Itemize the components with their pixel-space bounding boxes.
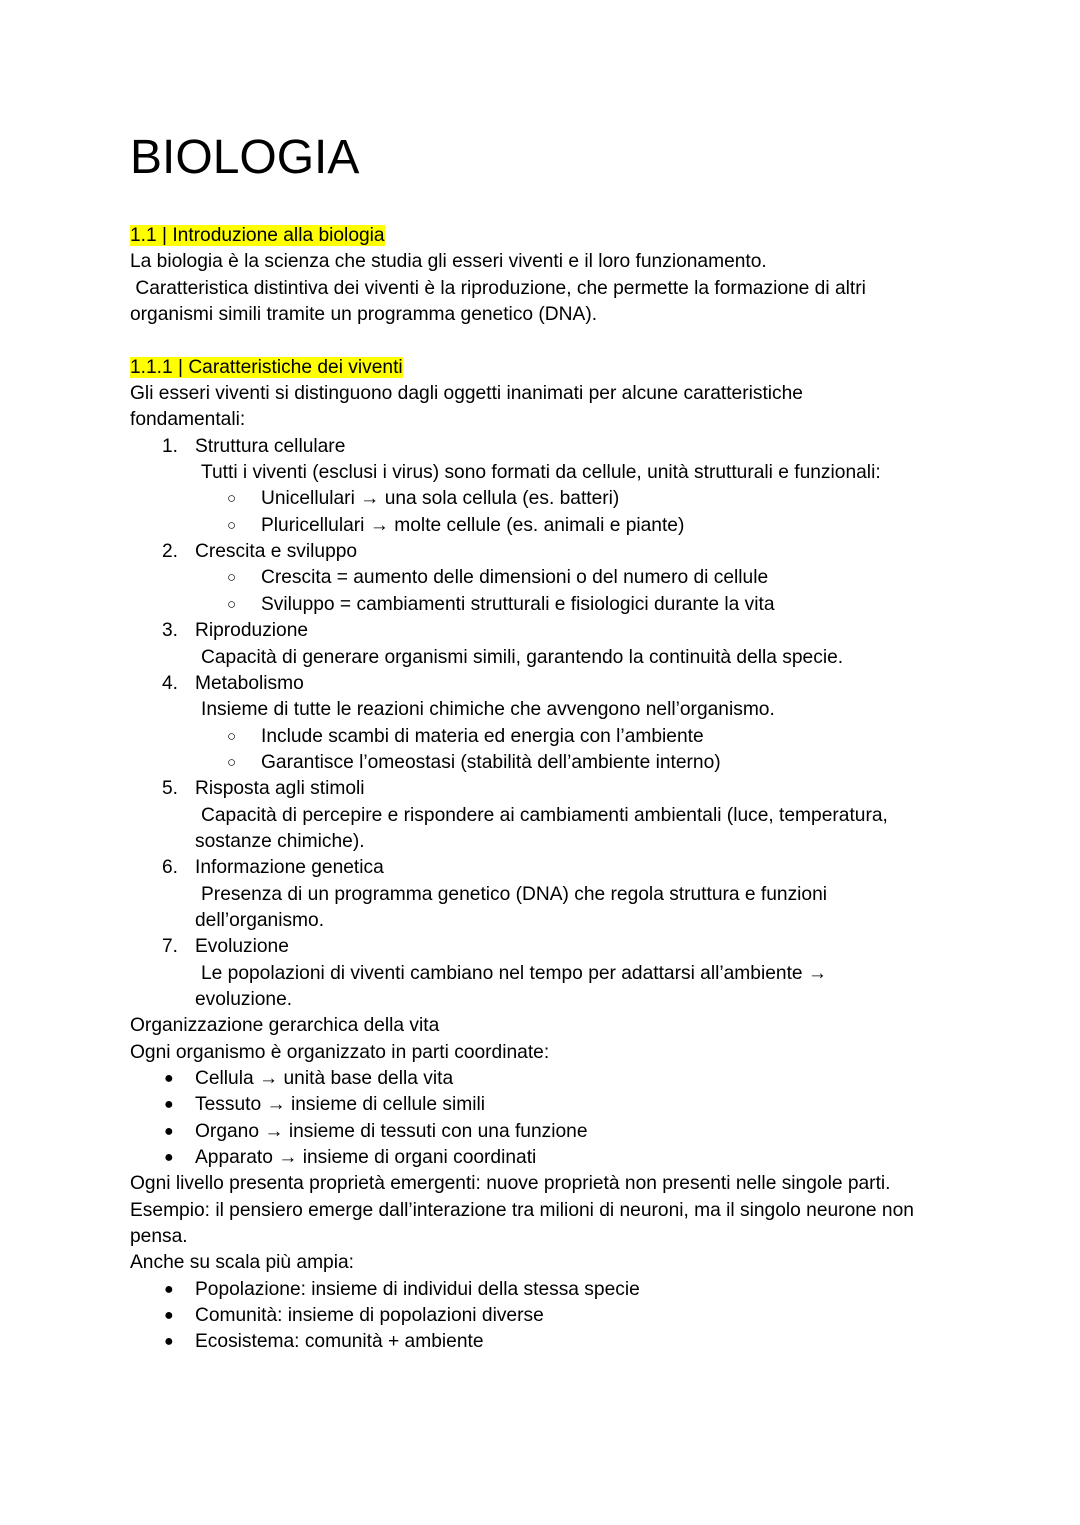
bullet-item: [130, 1092, 960, 1118]
bullet-item-text: Apparato → insieme di organi coordinati: [195, 1147, 537, 1169]
paragraph: organismi simili tramite un programma genetico (DNA).: [130, 304, 598, 326]
bullet-item: [130, 1066, 960, 1092]
list-number: 4.: [162, 672, 179, 694]
list-item-label: Crescita e sviluppo: [195, 541, 358, 563]
list-item-label: Risposta agli stimoli: [195, 778, 365, 800]
paragraph: Ogni livello presenta proprietà emergenti: nuove proprietà non presenti nelle singole parti.: [130, 1173, 891, 1195]
sub-list-item-text: Include scambi di materia ed energia con l’ambiente: [261, 725, 704, 747]
sub-list-item: [130, 592, 960, 618]
document-body: [130, 223, 960, 1356]
sub-list-item: [130, 565, 960, 591]
bullet-icon: ●: [164, 1070, 174, 1087]
paragraph: Gli esseri viventi si distinguono dagli oggetti inanimati per alcune caratteristiche: [130, 383, 803, 405]
bullet-icon: ●: [164, 1280, 174, 1298]
bullet-item: [130, 1119, 960, 1145]
list-item-description: Le popolazioni di viventi cambiano nel tempo per adattarsi all’ambiente →: [201, 962, 828, 984]
sub-list-item: [130, 724, 960, 750]
bullet-item: [130, 1145, 960, 1171]
list-item-description: sostanze chimiche).: [195, 830, 365, 852]
circle-bullet-icon: ○: [227, 753, 237, 771]
circle-bullet-icon: ○: [227, 490, 237, 508]
list-item-label: Metabolismo: [195, 672, 304, 694]
paragraph: Esempio: il pensiero emerge dall’interazione tra milioni di neuroni, ma il singolo neurone non: [130, 1199, 914, 1221]
bullet-icon: ●: [164, 1096, 174, 1114]
list-item: [130, 855, 960, 881]
bullet-item-text: Organo → insieme di tessuti con una funzione: [195, 1120, 588, 1142]
list-item: [130, 671, 960, 697]
bullet-icon: ●: [164, 1333, 174, 1351]
paragraph: La biologia è la scienza che studia gli esseri viventi e il loro funzionamento.: [130, 251, 767, 273]
bullet-item-text: Cellula → unità base della vita: [195, 1068, 454, 1089]
paragraph: Caratteristica distintiva dei viventi è la riproduzione, che permette la formazione di altri: [130, 277, 866, 299]
document-title: BIOLOGIA: [130, 131, 360, 184]
sub-list-item: [130, 486, 960, 512]
section-heading-characteristics: [130, 355, 960, 381]
highlighted-heading: 1.1 | Introduzione alla biologia: [130, 225, 385, 246]
list-item: [130, 539, 960, 565]
list-item: [130, 618, 960, 644]
bullet-item: [130, 1329, 960, 1355]
list-item: [130, 934, 960, 960]
sub-list-item: [130, 513, 960, 539]
sub-list-item-text: Garantisce l’omeostasi (stabilità dell’ambiente interno): [261, 751, 721, 773]
paragraph: fondamentali:: [130, 409, 246, 431]
list-item-label: Informazione genetica: [195, 857, 384, 879]
sub-list-item-text: Pluricellulari → molte cellule (es. animali e piante): [261, 514, 685, 536]
list-item-description: dell’organismo.: [195, 909, 325, 931]
list-number: 7.: [162, 936, 179, 958]
sub-list-item-text: Unicellulari → una sola cellula (es. batteri): [261, 488, 620, 510]
bullet-item-text: Tessuto → insieme di cellule simili: [195, 1094, 486, 1116]
circle-bullet-icon: ○: [227, 569, 237, 587]
circle-bullet-icon: ○: [227, 727, 237, 745]
list-number: 3.: [162, 620, 179, 642]
paragraph: pensa.: [130, 1226, 188, 1248]
bullet-icon: ●: [164, 1122, 174, 1140]
list-number: 1.: [162, 435, 179, 457]
paragraph: Ogni organismo è organizzato in parti coordinate:: [130, 1041, 550, 1063]
bullet-icon: ●: [164, 1149, 174, 1167]
paragraph-heading: Organizzazione gerarchica della vita: [130, 1015, 440, 1037]
list-item-label: Struttura cellulare: [195, 435, 346, 457]
sub-list-item-text: Crescita = aumento delle dimensioni o del numero di cellule: [261, 567, 769, 589]
bullet-item-text: Popolazione: insieme di individui della stessa specie: [195, 1278, 640, 1300]
sub-list-item-text: Sviluppo = cambiamenti strutturali e fisiologici durante la vita: [261, 593, 775, 615]
bullet-icon: ●: [164, 1307, 174, 1325]
list-number: 5.: [162, 778, 179, 800]
section-heading-intro: [130, 223, 960, 249]
list-item-description: Presenza di un programma genetico (DNA) che regola struttura e funzioni: [201, 883, 828, 905]
list-item-label: Evoluzione: [195, 936, 289, 958]
blank-line: [130, 328, 960, 354]
bullet-item: [130, 1277, 960, 1303]
list-item-description: Insieme di tutte le reazioni chimiche che avvengono nell’organismo.: [201, 699, 775, 721]
list-number: 2.: [162, 541, 179, 563]
circle-bullet-icon: ○: [227, 516, 237, 534]
list-item-label: Riproduzione: [195, 620, 309, 642]
sub-list-item: [130, 750, 960, 776]
list-item-description: evoluzione.: [195, 988, 293, 1010]
bullet-item: [130, 1303, 960, 1329]
list-item-description: Capacità di generare organismi simili, garantendo la continuità della specie.: [201, 646, 844, 668]
list-item-description: Capacità di percepire e rispondere ai cambiamenti ambientali (luce, temperatura,: [201, 804, 888, 826]
list-item: [130, 776, 960, 802]
list-number: 6.: [162, 857, 179, 879]
highlighted-heading: 1.1.1 | Caratteristiche dei viventi: [130, 356, 403, 378]
circle-bullet-icon: ○: [227, 595, 237, 613]
paragraph: Anche su scala più ampia:: [130, 1252, 354, 1274]
list-item-description: Tutti i viventi (esclusi i virus) sono formati da cellule, unità strutturali e funzionali:: [201, 462, 881, 484]
bullet-item-text: Ecosistema: comunità + ambiente: [195, 1331, 484, 1353]
list-item: [130, 434, 960, 460]
bullet-item-text: Comunità: insieme di popolazioni diverse: [195, 1305, 544, 1327]
